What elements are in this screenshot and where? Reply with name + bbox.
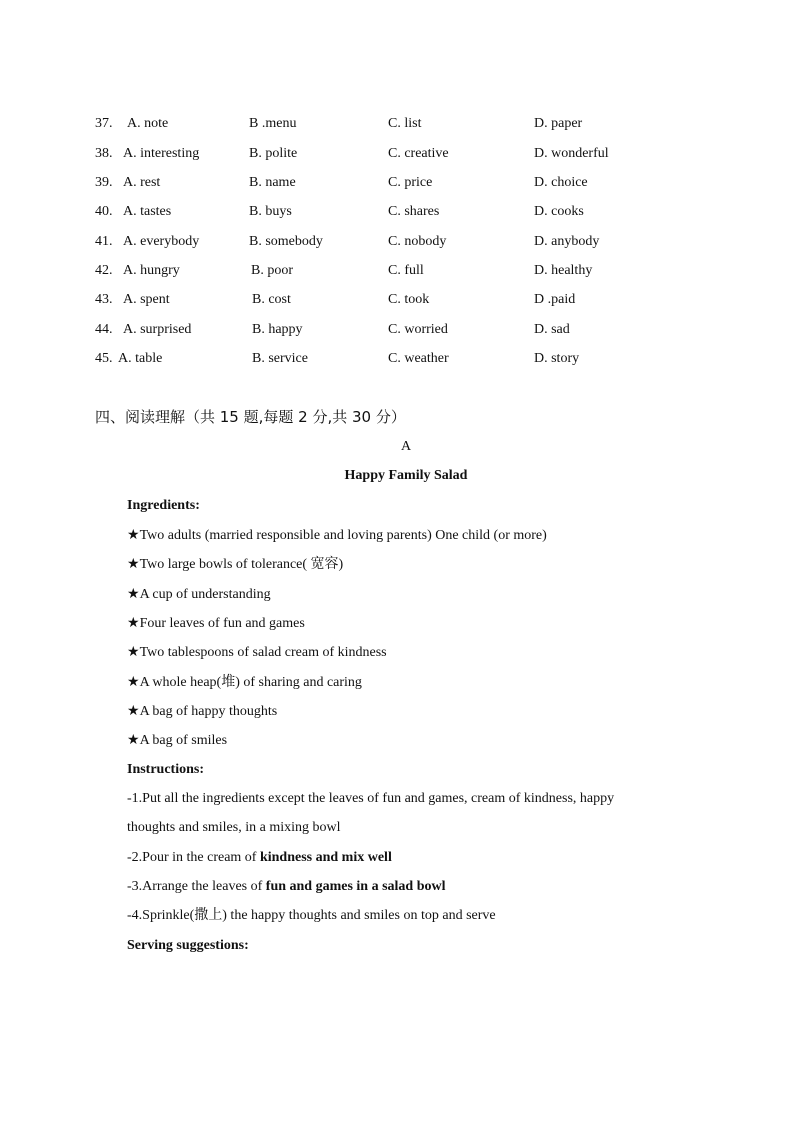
star-icon: ★ <box>127 586 140 602</box>
option-c: C. creative <box>388 146 449 161</box>
option-c: C. nobody <box>388 234 447 249</box>
option-b: B. somebody <box>249 234 323 249</box>
option-b: B. service <box>252 351 308 366</box>
option-d: D. healthy <box>534 263 593 278</box>
star-icon: ★ <box>127 615 140 631</box>
option-d: D. story <box>534 351 580 366</box>
star-icon: ★ <box>127 674 140 690</box>
option-b: B. name <box>249 175 296 190</box>
section-heading: 四、阅读理解（共 15 题,每题 2 分,共 30 分） <box>95 408 406 426</box>
option-d: D. anybody <box>534 234 600 249</box>
question-number: 37. <box>95 116 113 131</box>
ingredient-item: ★Two adults (married responsible and loving parents) One child (or more) <box>127 527 547 543</box>
star-icon: ★ <box>127 703 140 719</box>
instruction-step-4: -4.Sprinkle(撒上) the happy thoughts and smiles on top and serve <box>127 908 496 923</box>
passage-title: Happy Family Salad <box>344 468 468 483</box>
star-icon: ★ <box>127 732 140 748</box>
instruction-step-1-continued: thoughts and smiles, in a mixing bowl <box>127 820 341 835</box>
option-d: D. sad <box>534 322 570 337</box>
question-number: 38. <box>95 146 113 161</box>
instruction-step-3: -3.Arrange the leaves of fun and games in a salad bowl <box>127 879 446 894</box>
option-a: A. spent <box>123 292 170 307</box>
instruction-step-2: -2.Pour in the cream of kindness and mix well <box>127 850 392 865</box>
passage-letter: A <box>400 439 412 454</box>
question-number: 45. <box>95 351 113 366</box>
option-b: B. poor <box>251 263 293 278</box>
option-a: A. tastes <box>123 204 172 219</box>
question-number: 43. <box>95 292 113 307</box>
instructions-heading: Instructions: <box>127 762 205 777</box>
question-number: 40. <box>95 204 113 219</box>
option-c: C. worried <box>388 322 448 337</box>
option-a: A. hungry <box>123 263 180 278</box>
star-icon: ★ <box>127 556 140 572</box>
option-d: D. wonderful <box>534 146 609 161</box>
question-number: 39. <box>95 175 113 190</box>
ingredient-item: ★A whole heap(堆) of sharing and caring <box>127 674 362 690</box>
option-a: A. table <box>118 351 163 366</box>
ingredient-item: ★A bag of happy thoughts <box>127 703 278 719</box>
option-a: A. interesting <box>123 146 200 161</box>
question-number: 41. <box>95 234 113 249</box>
option-d: D. paper <box>534 116 583 131</box>
option-b: B. cost <box>252 292 291 307</box>
option-b: B. happy <box>252 322 303 337</box>
option-a: A. note <box>127 116 169 131</box>
option-d: D .paid <box>534 292 576 307</box>
ingredient-item: ★Two large bowls of tolerance( 宽容) <box>127 556 344 572</box>
option-c: C. list <box>388 116 422 131</box>
ingredient-item: ★Two tablespoons of salad cream of kindness <box>127 644 387 660</box>
ingredients-heading: Ingredients: <box>127 498 200 513</box>
star-icon: ★ <box>127 527 140 543</box>
option-b: B .menu <box>249 116 297 131</box>
ingredient-item: ★Four leaves of fun and games <box>127 615 305 631</box>
option-c: C. price <box>388 175 433 190</box>
option-a: A. rest <box>123 175 161 190</box>
option-c: C. weather <box>388 351 449 366</box>
option-d: D. choice <box>534 175 588 190</box>
ingredient-item: ★A cup of understanding <box>127 586 271 602</box>
option-a: A. surprised <box>123 322 192 337</box>
option-b: B. polite <box>249 146 298 161</box>
instruction-step-1: -1.Put all the ingredients except the leaves of fun and games, cream of kindness, happy <box>127 791 615 806</box>
option-a: A. everybody <box>123 234 200 249</box>
ingredient-item: ★A bag of smiles <box>127 732 228 748</box>
option-c: C. shares <box>388 204 440 219</box>
serving-suggestions-heading: Serving suggestions: <box>127 938 249 953</box>
option-c: C. took <box>388 292 430 307</box>
option-c: C. full <box>388 263 424 278</box>
question-number: 42. <box>95 263 113 278</box>
star-icon: ★ <box>127 644 140 660</box>
option-b: B. buys <box>249 204 292 219</box>
option-d: D. cooks <box>534 204 584 219</box>
question-number: 44. <box>95 322 113 337</box>
